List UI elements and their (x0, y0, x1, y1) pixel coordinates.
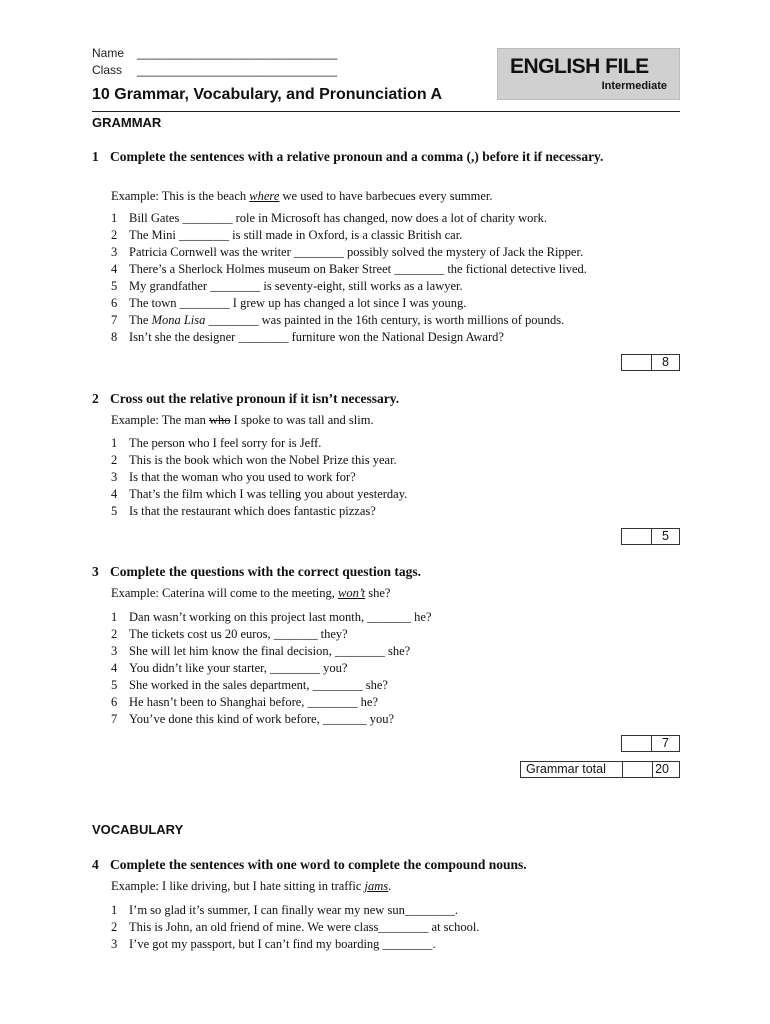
item-number: 3 (111, 644, 118, 658)
item-number: 3 (111, 937, 118, 951)
item-number: 2 (111, 627, 118, 641)
item-number: 5 (111, 504, 118, 518)
q3-item-4-text[interactable]: You didn’t like your starter, ________ you? (129, 661, 348, 675)
q3-item-7-text[interactable]: You’ve done this kind of work before, _______ you? (129, 712, 395, 726)
q2-example-answer: who (209, 413, 231, 427)
item-number: 4 (111, 487, 118, 501)
q3-number: 3 (92, 564, 99, 579)
item-number: 2 (111, 228, 118, 242)
name-field (92, 46, 337, 60)
q4-item-2-text[interactable]: This is John, an old friend of mine. We were class________ at school. (129, 920, 480, 934)
q4-example-answer: jams (364, 879, 389, 893)
q1-example-answer: where (249, 189, 280, 203)
q1-number: 1 (92, 149, 99, 164)
q3-example-rest: she? (365, 586, 391, 600)
grammar-heading: GRAMMAR (92, 115, 162, 130)
q2-score-box[interactable] (621, 528, 680, 545)
item-number: 2 (111, 920, 118, 934)
q2-example (111, 413, 374, 428)
item-number: 1 (111, 610, 118, 624)
q1-item-2-text[interactable]: The Mini ________ is still made in Oxford, is a classic British car. (129, 228, 463, 242)
class-label: Class (92, 63, 123, 77)
q4-item-1-text[interactable]: I’m so glad it’s summer, I can finally wear my new sun________. (129, 903, 458, 917)
q1-score-box[interactable] (621, 354, 680, 371)
q1-text: Complete the sentences with a relative pronoun and a comma (,) before it if necessary. (110, 149, 604, 164)
item-number: 6 (111, 296, 118, 310)
q2-example-text: Example: The man (111, 413, 210, 427)
english-file-logo (497, 48, 680, 100)
item-number: 5 (111, 279, 118, 293)
item-number: 2 (111, 453, 118, 467)
item-number: 1 (111, 211, 118, 225)
logo-title: ENGLISH FILE (510, 55, 649, 78)
grammar-total-label: Grammar total (521, 762, 623, 777)
q1-item-7-text[interactable]: The Mona Lisa ________ was painted in the 16th century, is worth millions of pounds. (129, 313, 565, 327)
item-number: 3 (111, 470, 118, 484)
q3-item-3-text[interactable]: She will let him know the final decision, ________ she? (129, 644, 411, 658)
q1-example-text: Example: This is the beach (111, 189, 250, 203)
q1-example (111, 189, 493, 204)
q1-item-6-text[interactable]: The town ________ I grew up has changed a lot since I was young. (129, 296, 467, 310)
q3-item-6-text[interactable]: He hasn’t been to Shanghai before, ________ he? (129, 695, 379, 709)
q1-example-rest: we used to have barbecues every summer. (279, 189, 493, 203)
q3-example (111, 586, 390, 601)
name-line: ______________________________ (137, 46, 338, 60)
item-number: 5 (111, 678, 118, 692)
q2-item-5-text[interactable]: Is that the restaurant which does fantastic pizzas? (129, 504, 376, 518)
item-number: 3 (111, 245, 118, 259)
q2-instruction (92, 390, 652, 407)
q3-score-input[interactable] (622, 736, 652, 751)
q4-example (111, 879, 391, 894)
q3-score-box[interactable] (621, 735, 680, 752)
item-number: 1 (111, 436, 118, 450)
q2-score-max: 5 (662, 529, 669, 543)
q3-score-max: 7 (662, 736, 669, 750)
logo-level: Intermediate (601, 80, 667, 92)
q3-instruction (92, 563, 652, 580)
vocabulary-heading: VOCABULARY (92, 822, 184, 837)
q3-example-answer: won’t (338, 586, 366, 600)
q3-example-text: Example: Caterina will come to the meeting, (111, 586, 339, 600)
q2-item-3-text[interactable]: Is that the woman who you used to work for? (129, 470, 356, 484)
q3-item-2-text[interactable]: The tickets cost us 20 euros, _______ they? (129, 627, 348, 641)
q1-item-3-text[interactable]: Patricia Cornwell was the writer ________ possibly solved the mystery of Jack the Ripper. (129, 245, 584, 259)
q4-item-3-text[interactable]: I’ve got my passport, but I can’t find my boarding ________. (129, 937, 436, 951)
q1-item-4-text[interactable]: There’s a Sherlock Holmes museum on Baker Street ________ the fictional detective lived. (129, 262, 587, 276)
item-number: 7 (111, 712, 118, 726)
q1-item-5-text[interactable]: My grandfather ________ is seventy-eight, still works as a lawyer. (129, 279, 463, 293)
q4-text: Complete the sentences with one word to complete the compound nouns. (110, 857, 527, 872)
item-number: 8 (111, 330, 118, 344)
q2-number: 2 (92, 391, 99, 406)
q3-item-1-text[interactable]: Dan wasn’t working on this project last month, _______ he? (129, 610, 432, 624)
grammar-total-max: 20 (655, 762, 669, 776)
q2-item-2-text[interactable]: This is the book which won the Nobel Prize this year. (129, 453, 397, 467)
q1-score-max: 8 (662, 355, 669, 369)
q1-score-input[interactable] (622, 355, 652, 370)
page-title: 10 Grammar, Vocabulary, and Pronunciation A (92, 86, 443, 103)
item-number: 6 (111, 695, 118, 709)
class-field (92, 63, 337, 77)
q2-item-1-text[interactable]: The person who I feel sorry for is Jeff. (129, 436, 322, 450)
q3-text: Complete the questions with the correct question tags. (110, 564, 421, 579)
item-number: 7 (111, 313, 118, 327)
q4-instruction (92, 856, 652, 873)
q2-score-input[interactable] (622, 529, 652, 544)
q1-item-8-text[interactable]: Isn’t she the designer ________ furniture won the National Design Award? (129, 330, 504, 344)
grammar-total-input[interactable] (623, 762, 653, 777)
grammar-total-box[interactable] (520, 761, 680, 778)
q2-text: Cross out the relative pronoun if it isn’t necessary. (110, 391, 400, 406)
q4-example-rest: . (388, 879, 392, 893)
name-label: Name (92, 46, 125, 60)
q4-number: 4 (92, 857, 99, 872)
item-number: 1 (111, 903, 118, 917)
q2-example-rest: I spoke to was tall and slim. (230, 413, 374, 427)
q3-item-5-text[interactable]: She worked in the sales department, ________ she? (129, 678, 388, 692)
q1-instruction (92, 148, 652, 182)
class-line: ______________________________ (137, 63, 338, 77)
q2-item-4-text[interactable]: That’s the film which I was telling you about yesterday. (129, 487, 408, 501)
q1-item-1-text[interactable]: Bill Gates ________ role in Microsoft has changed, now does a lot of charity work. (129, 211, 547, 225)
item-number: 4 (111, 262, 118, 276)
q4-example-text: Example: I like driving, but I hate sitting in traffic (111, 879, 365, 893)
title-rule (92, 111, 680, 112)
item-number: 4 (111, 661, 118, 675)
